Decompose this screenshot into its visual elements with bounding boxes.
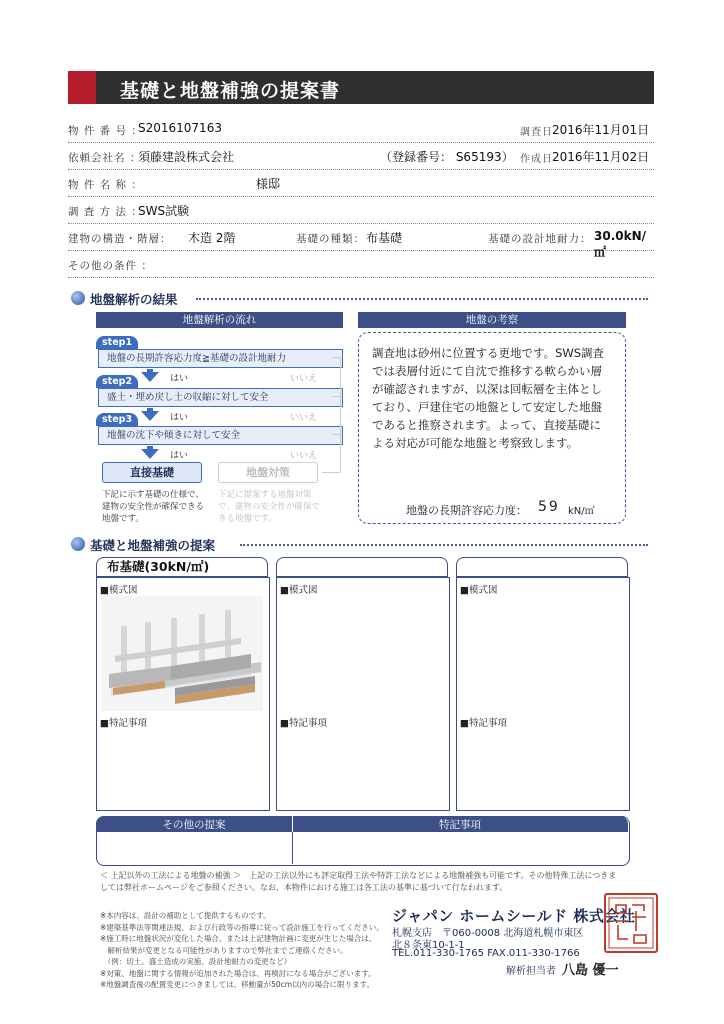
branch-address: 札幌支店 〒060-0008 北海道札幌市東区 <box>392 928 584 939</box>
step1-tag: step1 <box>96 336 138 349</box>
section-divider <box>196 298 648 300</box>
alt-method-note: ＜ 上記以外の工法による地盤の補強 ＞ 上記の工法以外にも評定取得工法や特許工法などによる地盤補強も可能です。その他特殊工法につきましては弊社ホームページをご参照ください。なお、本物件における施工は各工法の基準に基づいて行なわれます。 <box>100 871 617 892</box>
arrow-down-icon <box>141 411 159 421</box>
no-label: いいえ <box>290 413 318 423</box>
other-proposal-header: その他の提案 <box>162 819 226 831</box>
capacity-value: 59 <box>538 499 560 515</box>
title-accent <box>68 71 96 104</box>
flow-header: 地盤解析の流れ <box>96 312 343 328</box>
diagram-label: ■模式図 <box>280 585 318 596</box>
panel2-header <box>276 557 448 577</box>
analyst-label: 解析担当者 <box>506 966 556 977</box>
no-label: いいえ <box>290 374 318 384</box>
design-capacity: 30.0kN/㎡ <box>594 229 647 259</box>
info-row-client <box>68 143 654 170</box>
info-row-other <box>68 251 654 278</box>
info-row-property-no <box>68 116 654 143</box>
ground-measure-result: 地盤対策 <box>218 462 318 483</box>
arrow-down-icon <box>141 449 159 459</box>
yes-label: はい <box>170 374 189 384</box>
survey-date-label: 調査日 <box>520 127 553 138</box>
note-measure: 下記に提案する地盤対策で、建物の安全性が確保できる地盤です。 <box>218 490 320 524</box>
step2-tag: step2 <box>96 375 138 388</box>
registration-no: （登録番号： S65193） <box>380 150 514 164</box>
structure-value: 木造 2階 <box>188 231 236 245</box>
address-line2: 北８条東10-1-1 <box>392 940 465 951</box>
client-label: 依頼会社名 ： <box>68 152 142 164</box>
analyst-name: 八島 優一 <box>562 963 619 978</box>
company-name: ジャパン ホームシールド 株式会社 <box>392 907 636 925</box>
foundation-type: 布基礎 <box>366 231 403 245</box>
arrow-down-icon <box>141 372 159 382</box>
info-row-structure <box>68 224 654 259</box>
info-row-method <box>68 197 654 224</box>
capacity-label: 地盤の長期許容応力度： <box>406 504 527 517</box>
proposal-panel-2 <box>276 577 450 811</box>
company-seal <box>604 893 658 953</box>
property-no-label: 物 件 番 号 ： <box>68 125 143 137</box>
property-no: S2016107163 <box>138 121 222 135</box>
consideration-text: 調査地は砂州に位置する更地です。SWS調査では表層付近にて自沈で推移する軟らかい層が確認されますが、以深は回転層を主体としており、戸建住宅の地盤として安定した地盤であると推察されます。よって、直接基礎による対応が可能な地盤と考察致します。 <box>372 346 605 450</box>
capacity-unit: kN/㎡ <box>568 506 595 517</box>
foundation-diagram <box>101 596 263 711</box>
bullet-icon <box>71 291 85 305</box>
seal-icon <box>606 895 656 951</box>
bottom-divider <box>292 832 293 864</box>
client-name: 須藤建設株式会社 <box>138 150 235 164</box>
page-title: 基礎と地盤補強の提案書 <box>120 80 341 102</box>
created-date: 2016年11月02日 <box>552 150 650 164</box>
structure-label: 建物の構造・階層： <box>68 233 172 245</box>
notes-label: ■特記事項 <box>100 718 147 729</box>
section-title-analysis: 地盤解析の結果 <box>90 292 178 307</box>
step1-box: 地盤の長期許容応力度≧基礎の設計地耐力 <box>98 349 343 368</box>
consideration-header: 地盤の考察 <box>358 312 626 328</box>
step3-tag: step3 <box>96 413 138 426</box>
survey-date: 2016年11月01日 <box>552 123 650 137</box>
redacted-name <box>150 173 250 191</box>
yes-label: はい <box>170 451 189 461</box>
panel1-header: 布基礎(30kN/㎡) <box>96 557 268 577</box>
panel3-header <box>456 557 628 577</box>
notes-label: ■特記事項 <box>280 718 327 729</box>
proposal-panel-3 <box>456 577 630 811</box>
diagram-label: ■模式図 <box>460 585 498 596</box>
notes-label: ■特記事項 <box>460 718 507 729</box>
note-direct: 下記に示す基礎の仕様で、建物の安全性が確保できる地盤です。 <box>102 490 205 524</box>
method-label: 調 査 方 法 ： <box>68 206 143 218</box>
step2-box: 盛土・埋め戻し土の収縮に対して安全 <box>98 388 343 407</box>
disclaimer: ※本内容は、設計の補助として提供するものです。 ※建築基準法等関連法規、および行政等の指導に従って設計施工を行ってください。 ※施工時に地盤状況が変化した場合、または上記建物計画に変更が生じた場合は、 解析結果が変更となる可能性がありますので弊社までご連絡ください。 （例：切土、盛土造成の実施、設計地耐力の変更など） ※対策、地盤に関する情報が追加された場合は、再検討になる場合がございます。 ※地盤調査後の配置変更につきましては、移動量が50cm以内の場合に限ります。 <box>100 911 384 989</box>
property-name-label: 物 件 名 称 ： <box>68 179 143 191</box>
survey-method: SWS試験 <box>138 204 190 218</box>
created-date-label: 作成日 <box>520 154 553 165</box>
diagram-label: ■模式図 <box>100 585 138 596</box>
special-notes-header: 特記事項 <box>439 819 481 831</box>
other-conditions-label: その他の条件 ： <box>68 260 153 272</box>
property-name-suffix: 様邸 <box>256 177 281 191</box>
design-capacity-label: 基礎の設計地耐力： <box>488 233 592 245</box>
yes-label: はい <box>170 413 189 423</box>
direct-foundation-result: 直接基礎 <box>102 462 202 483</box>
foundation-type-label: 基礎の種類： <box>296 233 365 245</box>
section-divider <box>240 544 648 546</box>
contact-numbers: TEL.011-330-1765 FAX.011-330-1766 <box>392 948 580 959</box>
no-label: いいえ <box>290 451 318 461</box>
info-row-property-name <box>68 170 654 197</box>
step3-box: 地盤の沈下や傾きに対して安全 <box>98 426 343 445</box>
bullet-icon <box>71 537 85 551</box>
connector-line <box>340 357 341 472</box>
section-title-proposal: 基礎と地盤補強の提案 <box>90 538 216 553</box>
title-bar <box>68 71 654 104</box>
connector-line <box>322 472 340 473</box>
